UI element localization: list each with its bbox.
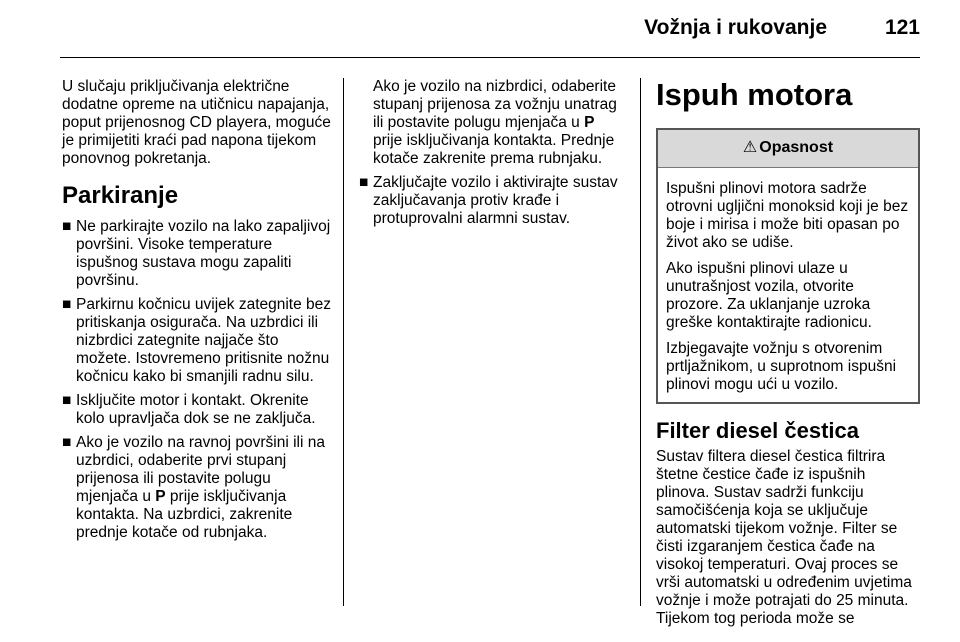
warning-triangle-icon: ⚠ (742, 139, 758, 156)
warning-body (658, 168, 918, 394)
warning-title: Opasnost (759, 139, 834, 156)
list-item-text-pre: Ako je vozilo na ravnoj površini ili na uzbrdici, odaberite prvi stupanj prijenosa ili postavite polugu mjenjača u (76, 434, 325, 505)
subsection-heading-filter: Filter diesel čestica (656, 418, 859, 443)
filter-paragraph: Sustav filtera diesel čestica filtrira štetne čestice čađe iz ispušnih plinova. Sustav sadrži funkciju samočišćenja koja se uključuje automatski tijekom vožnje. Filter se čisti izgaranjem čestica čađe na visokoj temperaturi. Ovaj proces se vrši automatski u određenim uvjetima vožnje i može potrajati do 25 minuta. Tijekom tog perioda može se (656, 448, 912, 627)
list-item (62, 392, 334, 428)
list-item (62, 434, 334, 542)
warning-header (658, 130, 918, 168)
column-left (62, 78, 334, 548)
bullet-square-icon: ■ (62, 434, 72, 451)
bullet-square-icon: ■ (62, 296, 72, 313)
section-heading-parkiranje: Parkiranje (62, 182, 179, 209)
list-item (62, 218, 334, 290)
parking-list (62, 218, 334, 542)
warning-paragraph: Izbjegavajte vožnju s otvorenim prtljažnikom, u suprotnom ispušni plinovi mogu ući u vozilo. (666, 340, 897, 393)
header-rule (60, 57, 920, 58)
list-item-text: Isključite motor i kontakt. Okrenite kolo upravljača dok se ne zaključa. (76, 392, 316, 427)
column-right (656, 78, 920, 638)
page-header (0, 0, 960, 58)
continued-paragraph (359, 78, 625, 168)
gear-position-p: P (155, 488, 166, 505)
warning-paragraph: Ako ispušni plinovi ulaze u unutrašnjost vozila, otvorite prozore. Za uklanjanje uzroka greške kontaktirajte radionicu. (666, 260, 872, 331)
continued-text-post: prije isključivanja kontakta. Prednje kotače zakrenite prema rubnjaku. (373, 132, 615, 167)
bullet-square-icon: ■ (359, 174, 369, 191)
locking-list (359, 174, 625, 228)
bullet-square-icon: ■ (62, 218, 72, 235)
list-item-text: Parkirnu kočnicu uvijek zategnite bez pritiskanja osigurača. Na uzbrdici ili nizbrdici zategnite najjače što možete. Istovremeno pritisnite nožnu kočnicu kako bi smanjili radnu silu. (76, 296, 332, 385)
page-number: 121 (884, 16, 920, 39)
bullet-square-icon: ■ (62, 392, 72, 409)
section-heading-ispuh-motora: Ispuh motora (656, 77, 853, 112)
column-divider (640, 78, 641, 606)
list-item (359, 174, 625, 228)
list-item (62, 296, 334, 386)
list-item-text-post: prije isključivanja kontakta. Na uzbrdici, zakrenite prednje kotače od rubnjaka. (76, 488, 293, 541)
continued-text-pre: Ako je vozilo na nizbrdici, odaberite stupanj prijenosa za vožnju unatrag ili postavite polugu mjenjača u (373, 78, 617, 131)
warning-paragraph: Ispušni plinovi motora sadrže otrovni ugljični monoksid koji je bez boje i mirisa i može biti opasan po život ako se udiše. (666, 180, 909, 251)
column-middle (359, 78, 625, 234)
list-item-text: Ne parkirajte vozilo na lako zapaljivoj površini. Visoke temperature ispušnog sustava mogu zapaliti površinu. (76, 218, 331, 289)
header-title: Vožnja i rukovanje (644, 16, 827, 39)
gear-position-p: P (584, 114, 595, 131)
warning-box (656, 128, 920, 404)
intro-paragraph: U slučaju priključivanja električne dodatne opreme na utičnicu napajanja, poput prijenosnog CD playera, moguće je primijetiti kraći pad napona tijekom ponovnog pokretanja. (62, 78, 331, 167)
list-item-text: Zaključajte vozilo i aktivirajte sustav zaključavanja protiv krađe i protuprovalni alarmni sustav. (373, 174, 618, 227)
column-divider (343, 78, 344, 606)
